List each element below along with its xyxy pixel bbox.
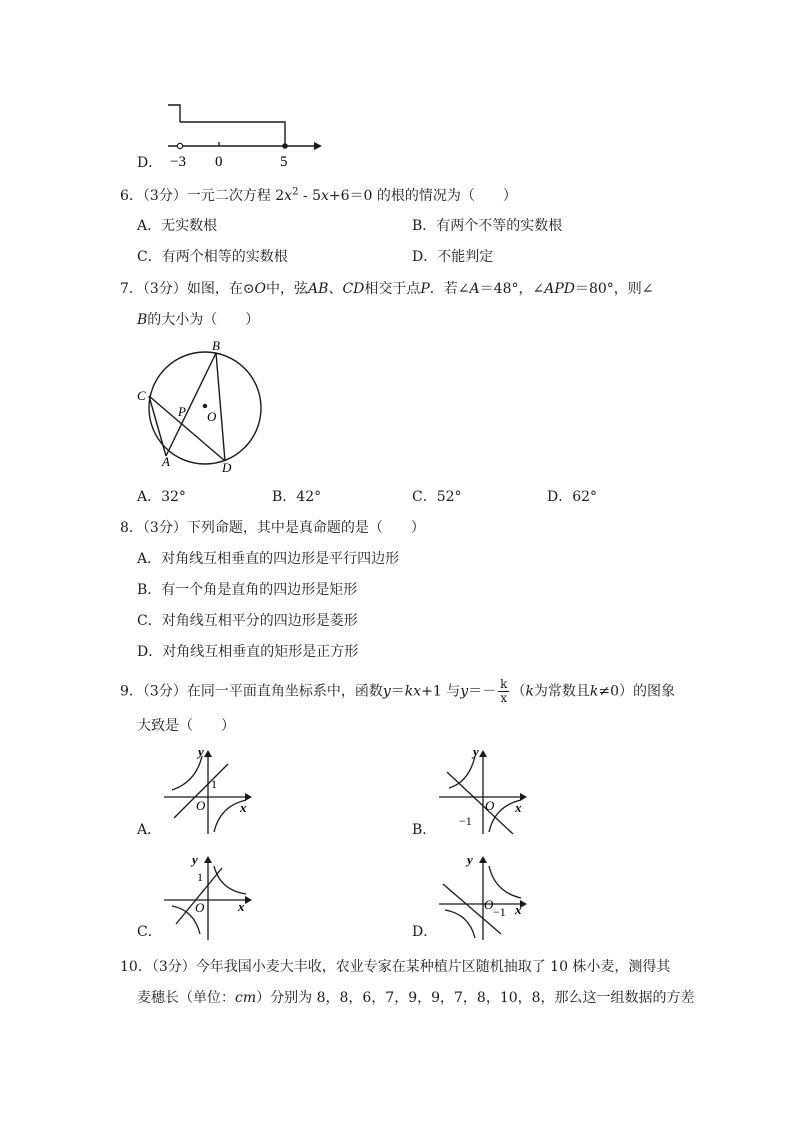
q9-option-d: D．: [412, 924, 438, 940]
q7-option-d: D．62°: [547, 489, 598, 505]
q6-option-c: C．有两个相等的实数根: [137, 249, 288, 265]
graph-b-intercept: −1: [459, 814, 472, 828]
q6-stem: 6．（3分）一元二次方程 $2x^2 - 5x+6=0$ 的根的情况为（ ）: [120, 186, 517, 204]
label-p: P: [178, 404, 186, 419]
graph-d: [435, 848, 535, 948]
graph-c: [160, 848, 260, 948]
circle-figure: [133, 336, 273, 476]
q7-option-c: C．52°: [412, 489, 462, 505]
q6-option-b: B．有两个不等的实数根: [412, 218, 563, 234]
graph-b-y-label: y: [473, 744, 479, 759]
q7-option-a: A．32°: [137, 489, 186, 505]
q9-option-a: A．: [137, 822, 162, 838]
q8-stem: 8．（3分）下列命题，其中是真命题的是（ ）: [120, 520, 425, 536]
q8-option-c: C．对角线互相平分的四边形是菱形: [137, 613, 358, 629]
label-d: D: [222, 460, 232, 475]
label-o: O: [207, 409, 217, 424]
fraction-k-over-x: $\frac{k}{x}$: [500, 677, 508, 705]
q6-option-a: A．无实数根: [137, 218, 218, 234]
graph-d-x-label: x: [515, 902, 522, 917]
q8-option-d: D．对角线互相垂直的矩形是正方形: [137, 644, 359, 660]
graph-c-origin: O: [195, 900, 205, 915]
graph-b: [435, 742, 535, 842]
graph-d-intercept: −1: [493, 905, 506, 919]
q7-option-b: B．42°: [272, 489, 322, 505]
q7-stem-line1: 7．（3分）如图，在⊙O中，弦AB、CD相交于点P．若∠A＝48°，∠APD＝80°，则∠: [120, 281, 654, 297]
graph-a-intercept: 1: [211, 777, 217, 791]
tick-zero: 0: [215, 154, 223, 170]
q9-stem-line2: 大致是（ ）: [137, 718, 235, 734]
q9-stem-line1: 9．（3分）在同一平面直角坐标系中，函数y＝kx+1 与y＝－ $\frac{k}{x}$ （k为常数且k≠0）的图象: [120, 677, 676, 705]
q5-option-d: D．: [137, 155, 163, 171]
graph-b-origin: O: [485, 798, 495, 813]
q10-stem-line2: 麦穗长（单位：cm）分别为 8，8，6，7，9，9，7，8，10，8，那么这一组数据的方差: [137, 990, 695, 1006]
tick-five: 5: [280, 154, 288, 170]
graph-b-x-label: x: [515, 800, 522, 815]
graph-c-intercept: 1: [197, 870, 203, 884]
q8-option-a: A．对角线互相垂直的四边形是平行四边形: [137, 551, 400, 567]
q9-option-b: B．: [412, 822, 437, 838]
graph-d-y-label: y: [467, 852, 473, 867]
graph-d-origin: O: [484, 897, 494, 912]
graph-a-origin: O: [196, 798, 206, 813]
q10-stem-line1: 10．（3分）今年我国小麦大丰收，农业专家在某种植片区随机抽取了 10 株小麦，测得其: [120, 959, 671, 975]
label-b: B: [212, 338, 220, 353]
q9-option-c: C．: [137, 924, 162, 940]
graph-a-x-label: x: [240, 800, 247, 815]
graph-c-x-label: x: [238, 899, 245, 914]
graph-a: [160, 742, 260, 842]
label-c: C: [137, 388, 146, 403]
q7-stem-line2: B的大小为（ ）: [137, 312, 260, 328]
q8-option-b: B．有一个角是直角的四边形是矩形: [137, 582, 358, 598]
q6-option-d: D．不能判定: [412, 249, 494, 265]
label-a: A: [162, 454, 170, 469]
tick-neg3: −3: [170, 154, 186, 170]
graph-c-y-label: y: [192, 852, 198, 867]
graph-a-y-label: y: [198, 744, 204, 759]
